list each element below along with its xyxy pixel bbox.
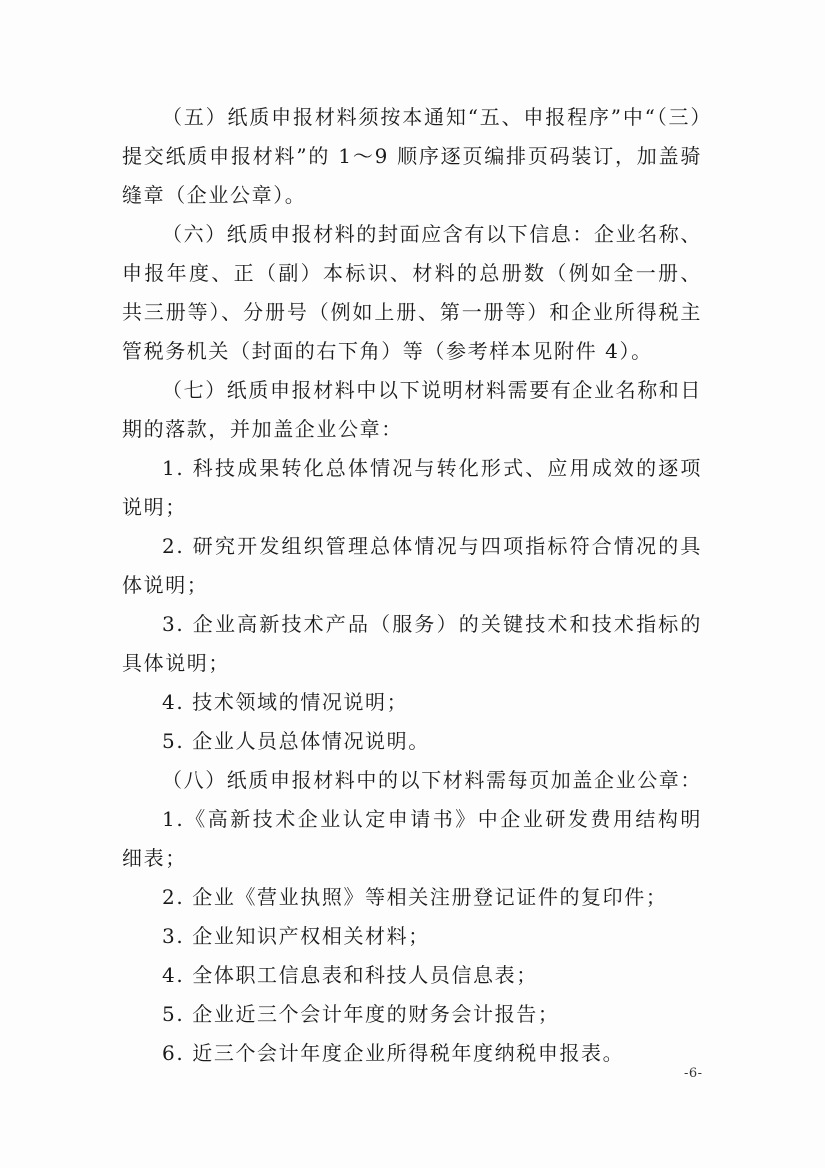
section-8-item-1: 1.《高新技术企业认定申请书》中企业研发费用结构明细表； [122,807,702,870]
section-7-item-1: 1. 科技成果转化总体情况与转化形式、应用成效的逐项说明； [122,456,702,519]
page-number: -6- [684,1066,703,1081]
section-7-item-4: 4. 技术领域的情况说明； [162,690,409,714]
section-8-item-6: 6. 近三个会计年度企业所得税年度纳税申报表。 [162,1041,625,1065]
section-8-item-4: 4. 全体职工信息表和科技人员信息表； [162,963,538,987]
section-7-intro: （七）纸质申报材料中以下说明材料需要有企业名称和日期的落款，并加盖企业公章： [122,378,702,441]
section-8-item-5: 5. 企业近三个会计年度的财务会计报告； [162,1002,560,1026]
section-8-intro: （八）纸质申报材料中的以下材料需每页加盖企业公章： [162,768,702,792]
section-7-item-3: 3. 企业高新技术产品（服务）的关键技术和技术指标的具体说明； [122,612,702,675]
document-body [122,98,702,1073]
section-8-item-2: 2. 企业《营业执照》等相关注册登记证件的复印件； [162,885,668,909]
section-8-item-3: 3. 企业知识产权相关材料； [162,924,430,948]
section-7-item-5: 5. 企业人员总体情况说明。 [162,729,430,753]
section-7-item-2: 2. 研究开发组织管理总体情况与四项指标符合情况的具体说明； [122,534,702,597]
section-5-paragraph: （五）纸质申报材料须按本通知“五、申报程序”中“（三）提交纸质申报材料”的 1～9 顺序逐页编排页码装订，加盖骑缝章（企业公章）。 [122,105,702,207]
section-6-paragraph: （六）纸质申报材料的封面应含有以下信息：企业名称、申报年度、正（副）本标识、材料的总册数（例如全一册、共三册等）、分册号（例如上册、第一册等）和企业所得税主管税务机关（封面的右下角）等（参考样本见附件 4）。 [122,222,702,363]
